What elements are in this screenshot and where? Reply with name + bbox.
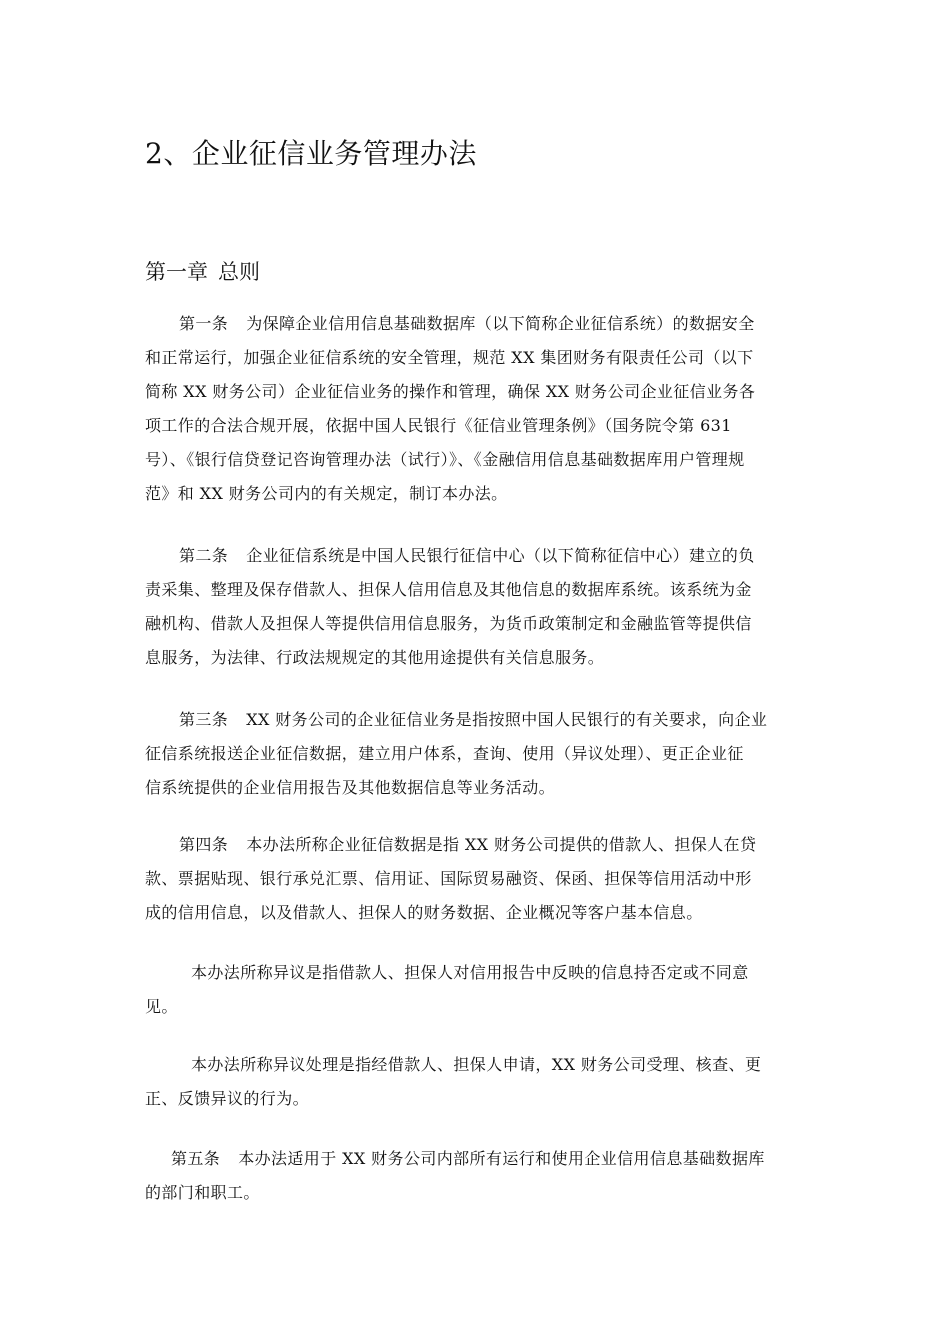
article-text: 本办法所称企业征信数据是指 XX 财务公司提供的借款人、担保人在贷 xyxy=(246,835,757,854)
article-line: 责采集、整理及保存借款人、担保人信用信息及其他信息的数据库系统。该系统为金 xyxy=(145,580,752,599)
paragraph-line: 正、反馈异议的行为。 xyxy=(145,1089,310,1108)
article-4 xyxy=(145,828,800,930)
article-text: XX 财务公司的企业征信业务是指按照中国人民银行的有关要求，向企业 xyxy=(246,710,768,729)
article-line xyxy=(145,307,800,341)
article-number: 第三条 xyxy=(179,710,229,729)
article-line: 融机构、借款人及担保人等提供信用信息服务，为货币政策制定和金融监管等提供信 xyxy=(145,614,752,633)
article-line: 范》和 XX 财务公司内的有关规定，制订本办法。 xyxy=(145,484,508,503)
objection-handling-paragraph xyxy=(145,1048,800,1116)
article-number: 第二条 xyxy=(179,546,229,565)
article-line: 息服务，为法律、行政法规规定的其他用途提供有关信息服务。 xyxy=(145,648,605,667)
article-5 xyxy=(145,1142,800,1210)
article-text: 为保障企业信用信息基础数据库（以下简称企业征信系统）的数据安全 xyxy=(246,314,755,333)
article-3 xyxy=(145,703,800,805)
article-2 xyxy=(145,539,800,675)
article-line: 征信系统报送企业征信数据，建立用户体系，查询、使用（异议处理）、更正企业征 xyxy=(145,744,744,763)
paragraph-line: 本办法所称异议处理是指经借款人、担保人申请，XX 财务公司受理、核查、更 xyxy=(191,1055,762,1074)
article-line xyxy=(145,703,800,737)
chapter-heading xyxy=(145,257,260,287)
article-line xyxy=(145,539,800,573)
article-line: 信系统提供的企业信用报告及其他数据信息等业务活动。 xyxy=(145,778,556,797)
article-line: 的部门和职工。 xyxy=(145,1183,260,1202)
chapter-name: 总则 xyxy=(218,260,260,284)
article-line: 成的信用信息，以及借款人、担保人的财务数据、企业概况等客户基本信息。 xyxy=(145,903,703,922)
article-line: 款、票据贴现、银行承兑汇票、信用证、国际贸易融资、保函、担保等信用活动中形 xyxy=(145,869,752,888)
article-number: 第四条 xyxy=(179,835,229,854)
article-number: 第五条 xyxy=(171,1149,221,1168)
paragraph-line: 本办法所称异议是指借款人、担保人对信用报告中反映的信息持否定或不同意 xyxy=(191,963,749,982)
article-number: 第一条 xyxy=(179,314,229,333)
article-line xyxy=(145,828,800,862)
objection-definition-paragraph xyxy=(145,956,800,1024)
article-line: 项工作的合法合规开展，依据中国人民银行《征信业管理条例》（国务院令第 631 xyxy=(145,416,732,435)
article-line xyxy=(145,1142,800,1176)
paragraph-line: 见。 xyxy=(145,997,178,1016)
article-line: 号）、《银行信贷登记咨询管理办法（试行）》、《金融信用信息基础数据库用户管理规 xyxy=(145,450,745,469)
chapter-number: 第一章 xyxy=(145,260,208,284)
article-line: 和正常运行，加强企业征信系统的安全管理，规范 XX 集团财务有限责任公司（以下 xyxy=(145,348,754,367)
article-1 xyxy=(145,307,800,511)
article-text: 本办法适用于 XX 财务公司内部所有运行和使用企业信用信息基础数据库 xyxy=(238,1149,765,1168)
document-title: 2、企业征信业务管理办法 xyxy=(145,137,477,170)
article-line: 简称 XX 财务公司）企业征信业务的操作和管理，确保 XX 财务公司企业征信业务各 xyxy=(145,382,756,401)
article-text: 企业征信系统是中国人民银行征信中心（以下简称征信中心）建立的负 xyxy=(246,546,755,565)
